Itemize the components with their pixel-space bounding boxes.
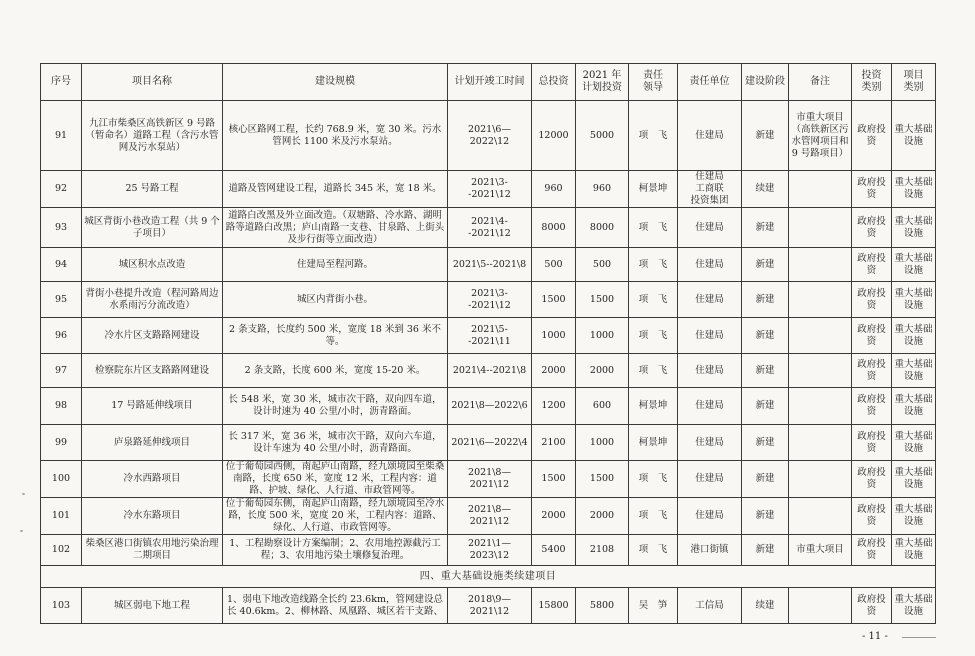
- cell-period: 2021\3--2021\12: [448, 282, 532, 318]
- cell-unit: 住建局: [678, 282, 742, 318]
- cell-unit: 住建局: [678, 208, 742, 248]
- page-number: - 11 -: [862, 631, 888, 642]
- cell-total: 2100: [532, 425, 576, 461]
- cell-remark: [789, 282, 852, 318]
- cell-remark: [789, 425, 852, 461]
- cell-no: 91: [41, 101, 82, 171]
- scan-speck: [20, 530, 23, 532]
- cell-plan: 2000: [576, 498, 629, 535]
- cell-invest-type: 政府投资: [852, 588, 892, 624]
- cell-remark: [789, 208, 852, 248]
- cell-name: 城区背街小巷改造工程（共 9 个子项目）: [82, 208, 223, 248]
- cell-total: 1200: [532, 388, 576, 425]
- cell-plan: 500: [576, 248, 629, 282]
- header-scale: 建设规模: [223, 64, 448, 101]
- table-row: [41, 248, 936, 282]
- cell-no: 102: [41, 535, 82, 566]
- cell-plan: 2000: [576, 354, 629, 388]
- table-row: [41, 171, 936, 208]
- cell-period: 2021\5--2021\8: [448, 248, 532, 282]
- cell-unit: 住建局: [678, 248, 742, 282]
- cell-invest-type: 政府投资: [852, 101, 892, 171]
- cell-total: 12000: [532, 101, 576, 171]
- cell-stage: 新建: [742, 318, 789, 354]
- cell-name: 冷水西路项目: [82, 461, 223, 498]
- cell-scale: 1、工程勘察设计方案编制；2、农用地控源截污工程；3、农用地污染土壤修复治理。: [223, 535, 448, 566]
- cell-no: 100: [41, 461, 82, 498]
- table-row: [41, 101, 936, 171]
- cell-unit: 工信局: [678, 588, 742, 624]
- header-no: 序号: [41, 64, 82, 101]
- cell-unit: 住建局: [678, 318, 742, 354]
- cell-invest-type: 政府投资: [852, 282, 892, 318]
- cell-stage: 新建: [742, 535, 789, 566]
- header-invest-type: 投资 类别: [852, 64, 892, 101]
- cell-remark: 市重大项目（高铁新区污水管网项目和 9 号路项目）: [789, 101, 852, 171]
- cell-total: 1000: [532, 318, 576, 354]
- cell-plan: 1500: [576, 282, 629, 318]
- cell-scale: 道路白改黑及外立面改造。（双塘路、冷水路、湖明路等道路白改黑；庐山南路一支巷、甘泉路、上街头及步行街等立面改造）: [223, 208, 448, 248]
- cell-leader: 项 飞: [629, 535, 678, 566]
- cell-no: 92: [41, 171, 82, 208]
- cell-scale: 道路及管网建设工程，道路长 345 米，宽 18 米。: [223, 171, 448, 208]
- header-project-type: 项目 类别: [892, 64, 936, 101]
- cell-unit: 住建局: [678, 425, 742, 461]
- cell-project-type: 重大基础设施: [892, 171, 936, 208]
- cell-plan: 2108: [576, 535, 629, 566]
- cell-scale: 核心区路网工程，长约 768.9 米，宽 30 米。污水管网长 1100 米及污水泵站。: [223, 101, 448, 171]
- cell-leader: 柯景坤: [629, 171, 678, 208]
- section-title: 四、重大基础设施类续建项目: [41, 566, 936, 588]
- header-stage: 建设阶段: [742, 64, 789, 101]
- table-row: [41, 318, 936, 354]
- cell-scale: 位于葡萄园东侧，南起庐山南路，经九颂境园至冷水路，长度 500 米，宽度 20 米，工程内容：道路、绿化、人行道、市政管网等。: [223, 498, 448, 535]
- cell-period: 2021\6—2022\12: [448, 101, 532, 171]
- table-row: [41, 388, 936, 425]
- cell-total: 1500: [532, 461, 576, 498]
- cell-name: 柴桑区港口街镇农用地污染治理二期项目: [82, 535, 223, 566]
- cell-stage: 新建: [742, 498, 789, 535]
- header-unit: 责任单位: [678, 64, 742, 101]
- cell-total: 1500: [532, 282, 576, 318]
- cell-invest-type: 政府投资: [852, 388, 892, 425]
- cell-remark: [789, 171, 852, 208]
- cell-invest-type: 政府投资: [852, 354, 892, 388]
- table-row: [41, 425, 936, 461]
- cell-project-type: 重大基础设施: [892, 588, 936, 624]
- cell-plan: 8000: [576, 208, 629, 248]
- cell-plan: 5000: [576, 101, 629, 171]
- cell-stage: 续建: [742, 588, 789, 624]
- cell-name: 城区弱电下地工程: [82, 588, 223, 624]
- cell-scale: 2 条支路，长度 600 米，宽度 15-20 米。: [223, 354, 448, 388]
- cell-period: 2021\4--2021\12: [448, 208, 532, 248]
- table-row: [41, 208, 936, 248]
- header-remark: 备注: [789, 64, 852, 101]
- cell-scale: 位于葡萄园西侧，南起庐山南路，经九颂境园至柴桑南路，长度 650 米，宽度 12 米，工程内容：道路、护坡、绿化、人行道、市政管网等。: [223, 461, 448, 498]
- cell-project-type: 重大基础设施: [892, 425, 936, 461]
- cell-project-type: 重大基础设施: [892, 318, 936, 354]
- cell-stage: 新建: [742, 208, 789, 248]
- cell-scale: 住建局至程河路。: [223, 248, 448, 282]
- cell-name: 冷水东路项目: [82, 498, 223, 535]
- cell-unit: 住建局: [678, 388, 742, 425]
- cell-name: 检察院东片区支路路网建设: [82, 354, 223, 388]
- cell-leader: 柯景坤: [629, 425, 678, 461]
- cell-name: 冷水片区支路路网建设: [82, 318, 223, 354]
- cell-total: 15800: [532, 588, 576, 624]
- cell-plan: 960: [576, 171, 629, 208]
- cell-project-type: 重大基础设施: [892, 388, 936, 425]
- cell-scale: 长 317 米，宽 36 米，城市次干路，双向六车道，设计车速为 40 公里/小时，沥青路面。: [223, 425, 448, 461]
- cell-remark: 市重大项目: [789, 535, 852, 566]
- cell-period: 2018\9—2021\12: [448, 588, 532, 624]
- cell-total: 8000: [532, 208, 576, 248]
- cell-leader: 项 飞: [629, 208, 678, 248]
- cell-name: 九江市柴桑区高铁新区 9 号路（暂命名）道路工程（含污水管网及污水泵站）: [82, 101, 223, 171]
- cell-scale: 2 条支路，长度约 500 米，宽度 18 米到 36 米不等。: [223, 318, 448, 354]
- cell-stage: 新建: [742, 248, 789, 282]
- cell-invest-type: 政府投资: [852, 425, 892, 461]
- cell-invest-type: 政府投资: [852, 208, 892, 248]
- cell-no: 95: [41, 282, 82, 318]
- cell-stage: 新建: [742, 461, 789, 498]
- cell-period: 2021\6—2022\4: [448, 425, 532, 461]
- cell-no: 103: [41, 588, 82, 624]
- table-row: [41, 498, 936, 535]
- cell-total: 5400: [532, 535, 576, 566]
- header-name: 项目名称: [82, 64, 223, 101]
- cell-no: 96: [41, 318, 82, 354]
- cell-period: 2021\1—2023\12: [448, 535, 532, 566]
- cell-project-type: 重大基础设施: [892, 461, 936, 498]
- header-plan2021: 2021 年 计划投资: [576, 64, 629, 101]
- cell-unit: 住建局: [678, 498, 742, 535]
- cell-stage: 新建: [742, 388, 789, 425]
- cell-period: 2021\4--2021\8: [448, 354, 532, 388]
- cell-scale: 城区内背街小巷。: [223, 282, 448, 318]
- cell-remark: [789, 388, 852, 425]
- cell-leader: 项 飞: [629, 282, 678, 318]
- cell-remark: [789, 498, 852, 535]
- cell-remark: [789, 461, 852, 498]
- cell-stage: 新建: [742, 354, 789, 388]
- project-table: [40, 63, 936, 624]
- cell-stage: 新建: [742, 282, 789, 318]
- cell-no: 94: [41, 248, 82, 282]
- cell-no: 97: [41, 354, 82, 388]
- cell-scale: 长 548 米，宽 30 米，城市次干路，双向四车道，设计时速为 40 公里/小时，沥青路面。: [223, 388, 448, 425]
- header-period: 计划开竣工时间: [448, 64, 532, 101]
- cell-no: 98: [41, 388, 82, 425]
- cell-total: 2000: [532, 354, 576, 388]
- footer-rule: [902, 637, 936, 638]
- cell-period: 2021\5--2021\11: [448, 318, 532, 354]
- table-row: [41, 282, 936, 318]
- cell-unit: 住建局: [678, 461, 742, 498]
- cell-total: 500: [532, 248, 576, 282]
- cell-unit: 港口街镇: [678, 535, 742, 566]
- cell-project-type: 重大基础设施: [892, 282, 936, 318]
- cell-project-type: 重大基础设施: [892, 101, 936, 171]
- cell-unit: 住建局 工商联 投资集团: [678, 171, 742, 208]
- cell-remark: [789, 318, 852, 354]
- cell-unit: 住建局: [678, 101, 742, 171]
- cell-plan: 5800: [576, 588, 629, 624]
- cell-total: 2000: [532, 498, 576, 535]
- cell-project-type: 重大基础设施: [892, 354, 936, 388]
- cell-name: 庐泉路延伸线项目: [82, 425, 223, 461]
- cell-name: 背街小巷提升改造（程河路周边水系雨污分流改造）: [82, 282, 223, 318]
- cell-project-type: 重大基础设施: [892, 208, 936, 248]
- cell-no: 101: [41, 498, 82, 535]
- header-row: [41, 64, 936, 101]
- cell-invest-type: 政府投资: [852, 498, 892, 535]
- cell-leader: 项 飞: [629, 318, 678, 354]
- cell-invest-type: 政府投资: [852, 318, 892, 354]
- cell-leader: 项 飞: [629, 461, 678, 498]
- cell-project-type: 重大基础设施: [892, 535, 936, 566]
- cell-leader: 项 飞: [629, 248, 678, 282]
- cell-name: 城区积水点改造: [82, 248, 223, 282]
- header-leader: 责任 领导: [629, 64, 678, 101]
- cell-plan: 1500: [576, 461, 629, 498]
- cell-period: 2021\8—2021\12: [448, 498, 532, 535]
- cell-scale: 1、弱电下地改造线路全长约 23.6km，管网建设总长 40.6km。2、柳林路、凤凰路、城区若干支路、: [223, 588, 448, 624]
- cell-invest-type: 政府投资: [852, 171, 892, 208]
- table-row: [41, 461, 936, 498]
- cell-leader: 项 飞: [629, 101, 678, 171]
- cell-invest-type: 政府投资: [852, 461, 892, 498]
- table-row: [41, 535, 936, 566]
- cell-no: 99: [41, 425, 82, 461]
- cell-invest-type: 政府投资: [852, 535, 892, 566]
- cell-period: 2021\8—2022\6: [448, 388, 532, 425]
- cell-remark: [789, 248, 852, 282]
- cell-name: 17 号路延伸线项目: [82, 388, 223, 425]
- cell-project-type: 重大基础设施: [892, 248, 936, 282]
- cell-remark: [789, 588, 852, 624]
- cell-name: 25 号路工程: [82, 171, 223, 208]
- cell-plan: 1000: [576, 425, 629, 461]
- cell-plan: 600: [576, 388, 629, 425]
- cell-remark: [789, 354, 852, 388]
- table-row: [41, 588, 936, 624]
- cell-stage: 新建: [742, 425, 789, 461]
- header-total: 总投资: [532, 64, 576, 101]
- cell-leader: 柯景坤: [629, 388, 678, 425]
- cell-period: 2021\3--2021\12: [448, 171, 532, 208]
- cell-leader: 项 飞: [629, 354, 678, 388]
- cell-plan: 1000: [576, 318, 629, 354]
- cell-invest-type: 政府投资: [852, 248, 892, 282]
- cell-project-type: 重大基础设施: [892, 498, 936, 535]
- cell-stage: 续建: [742, 171, 789, 208]
- cell-stage: 新建: [742, 101, 789, 171]
- cell-period: 2021\8—2021\12: [448, 461, 532, 498]
- cell-no: 93: [41, 208, 82, 248]
- cell-total: 960: [532, 171, 576, 208]
- scan-speck: [22, 493, 25, 495]
- cell-leader: 项 飞: [629, 498, 678, 535]
- table-row: [41, 354, 936, 388]
- cell-unit: 住建局: [678, 354, 742, 388]
- section-row: [41, 566, 936, 588]
- cell-leader: 吴 笋: [629, 588, 678, 624]
